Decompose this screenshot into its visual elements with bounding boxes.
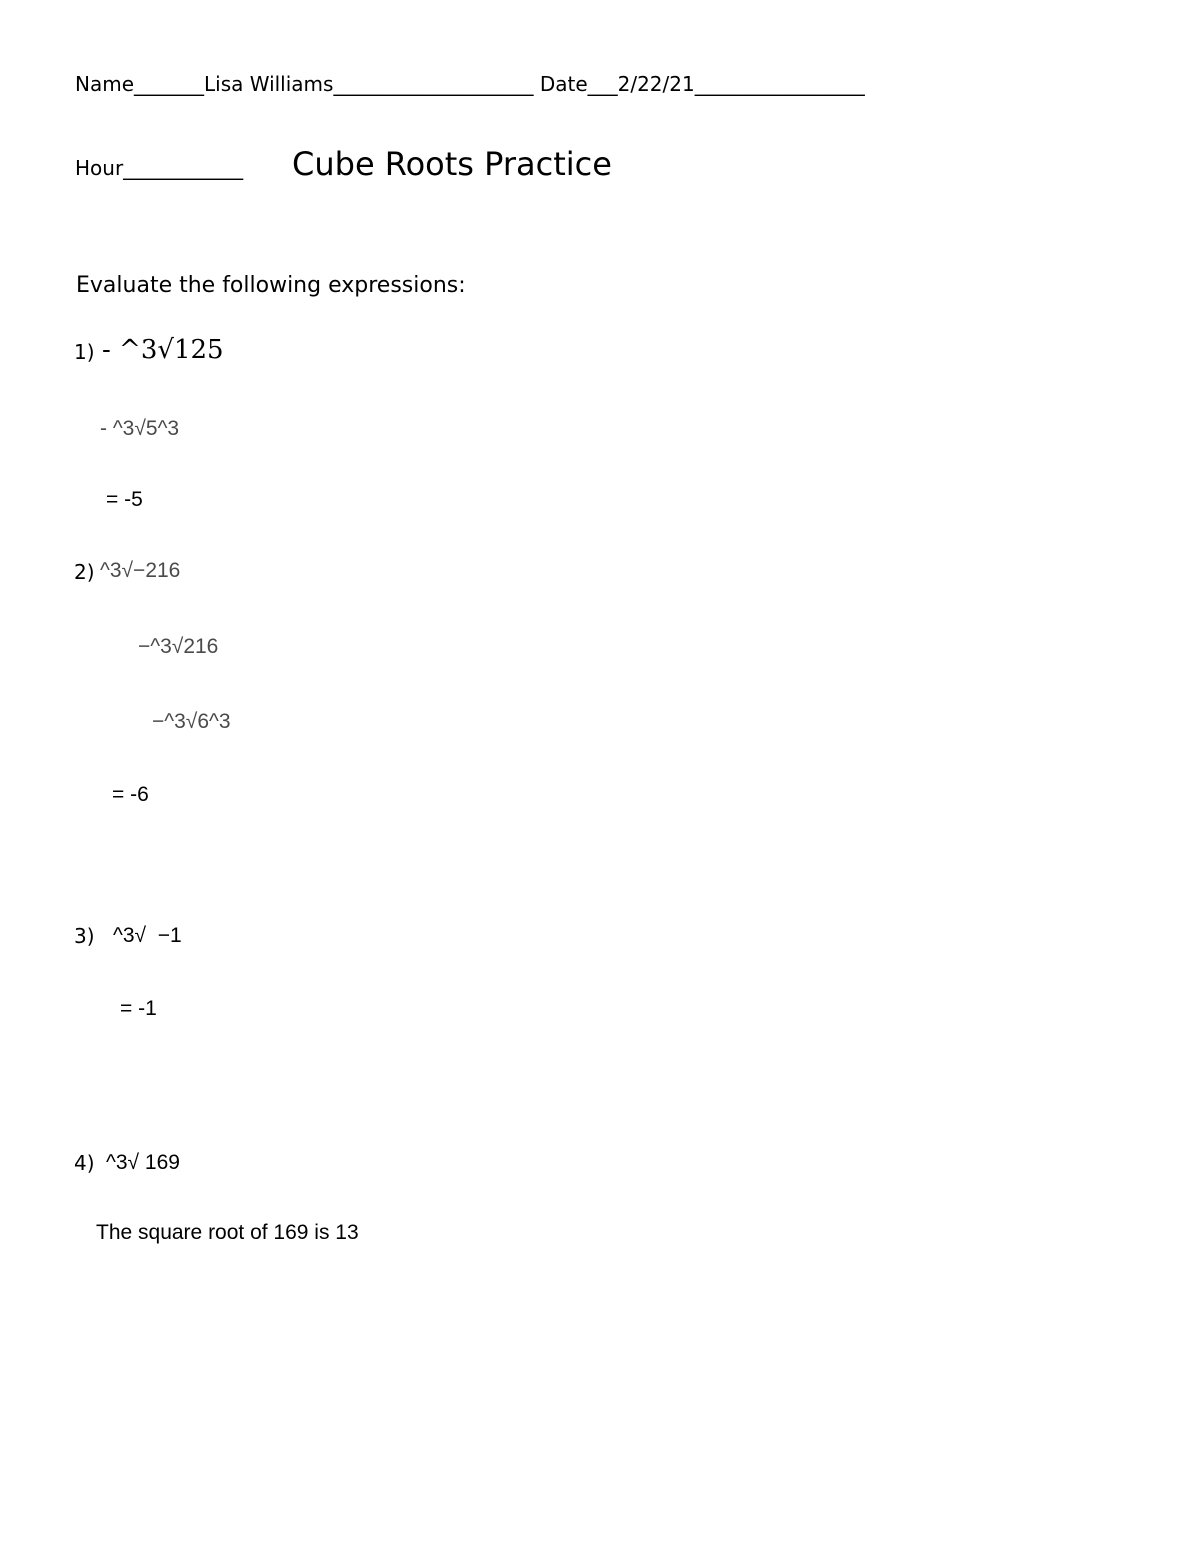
solution-step: −^3√216 <box>138 635 219 658</box>
problem-expression: - ^3√125 <box>102 335 224 365</box>
instructions: Evaluate the following expressions: <box>76 273 466 298</box>
problem-number: 3) <box>74 924 95 948</box>
problem-number: 2) <box>74 560 95 584</box>
solution-step: The square root of 169 is 13 <box>96 1221 359 1244</box>
solution-step: = -1 <box>120 997 157 1020</box>
solution-step: = -6 <box>112 783 149 806</box>
problem-number: 4) <box>74 1151 95 1175</box>
problem-expression: ^3√ −1 <box>113 924 182 947</box>
page-title: Cube Roots Practice <box>292 145 612 183</box>
problem-expression: ^3√ 169 <box>106 1151 180 1174</box>
solution-step: - ^3√5^3 <box>100 417 180 440</box>
solution-step: −^3√6^3 <box>152 710 231 733</box>
solution-step: = -5 <box>106 488 143 511</box>
name-date-line: Name_______Lisa Williams____________________ Date___2/22/21_________________ <box>75 72 865 96</box>
problem-number: 1) <box>74 340 95 364</box>
hour-line: Hour____________ <box>75 156 244 180</box>
problem-expression: ^3√−216 <box>100 559 181 582</box>
